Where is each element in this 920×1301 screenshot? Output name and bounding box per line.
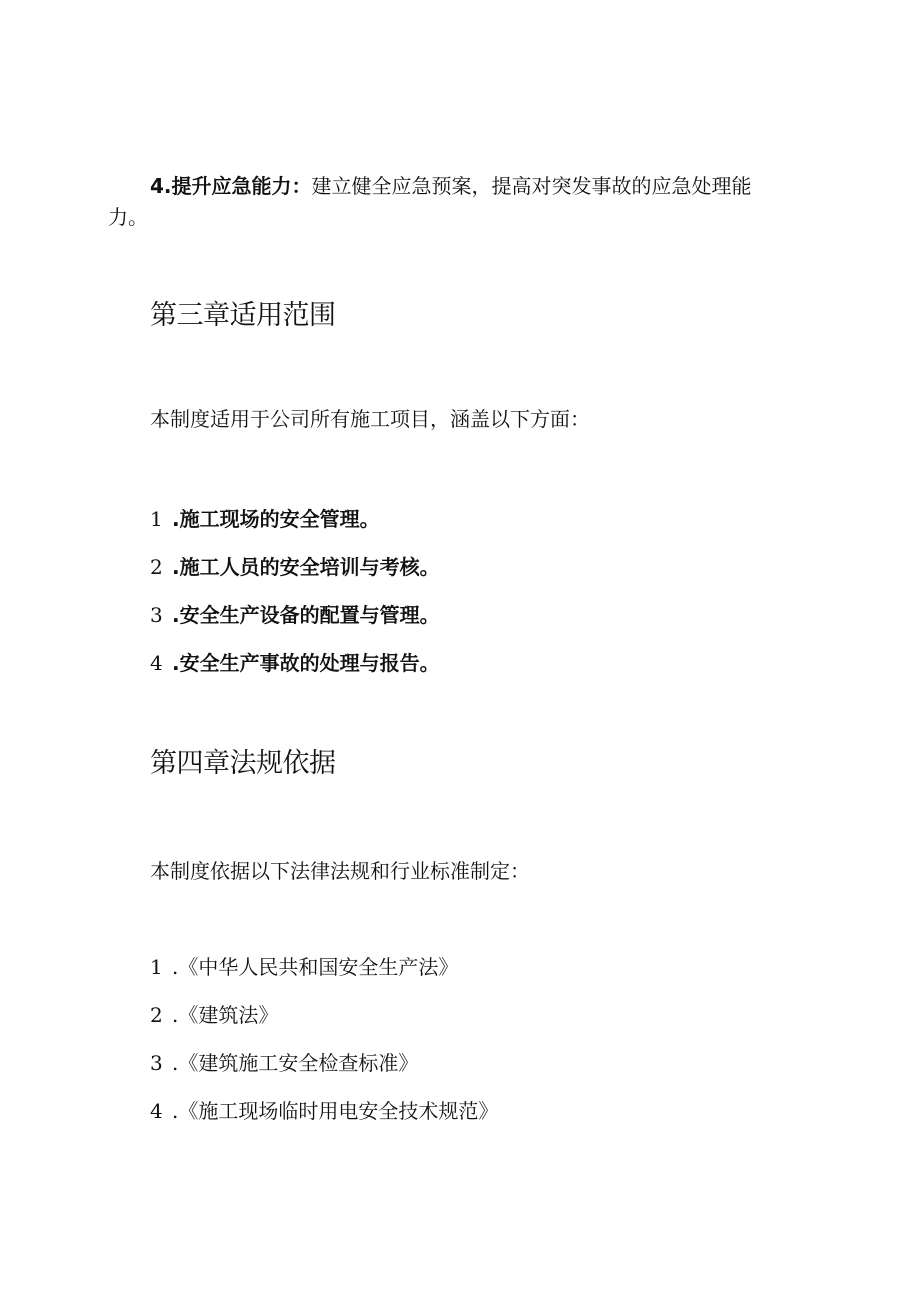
goal-number: 4. — [150, 174, 172, 198]
chapter3-intro: 本制度适用于公司所有施工项目，涵盖以下方面： — [150, 407, 590, 431]
chapter3-list-item — [150, 649, 440, 677]
list-item-number: 3 — [150, 603, 163, 627]
list-item-text: .施工现场的安全管理。 — [172, 507, 380, 531]
chapter3-list-item — [150, 553, 440, 581]
chapter4-list-item — [150, 1097, 498, 1125]
chapter4-list-item — [150, 1049, 418, 1077]
chapter3-list-item — [150, 505, 380, 533]
chapter4-intro: 本制度依据以下法律法规和行业标准制定： — [150, 859, 530, 883]
list-item-text: .《建筑施工安全检查标准》 — [172, 1051, 419, 1075]
chapter4-list-item — [150, 953, 458, 981]
list-item-text: .《中华人民共和国安全生产法》 — [172, 955, 459, 979]
goal-text-line2: 力。 — [108, 205, 148, 229]
list-item-number: 4 — [150, 1099, 163, 1123]
list-item-text: .《建筑法》 — [172, 1003, 279, 1027]
list-item-number: 3 — [150, 1051, 163, 1075]
list-item-number: 4 — [150, 651, 163, 675]
chapter4-list-item — [150, 1001, 278, 1029]
list-item-text: .安全生产设备的配置与管理。 — [172, 603, 440, 627]
goal-paragraph — [108, 171, 810, 233]
chapter3-list-item — [150, 601, 440, 629]
chapter4-title: 第四章法规依据 — [150, 748, 336, 779]
list-item-number: 2 — [150, 1003, 163, 1027]
list-item-text: .《施工现场临时用电安全技术规范》 — [172, 1099, 499, 1123]
list-item-number: 1 — [150, 955, 163, 979]
list-item-text: .安全生产事故的处理与报告。 — [172, 651, 440, 675]
list-item-number: 2 — [150, 555, 163, 579]
chapter3-title: 第三章适用范围 — [150, 300, 336, 331]
list-item-text: .施工人员的安全培训与考核。 — [172, 555, 440, 579]
goal-label: 提升应急能力： — [171, 174, 312, 198]
goal-text-line1: 建立健全应急预案，提高对突发事故的应急处理能 — [311, 174, 752, 198]
list-item-number: 1 — [150, 507, 163, 531]
